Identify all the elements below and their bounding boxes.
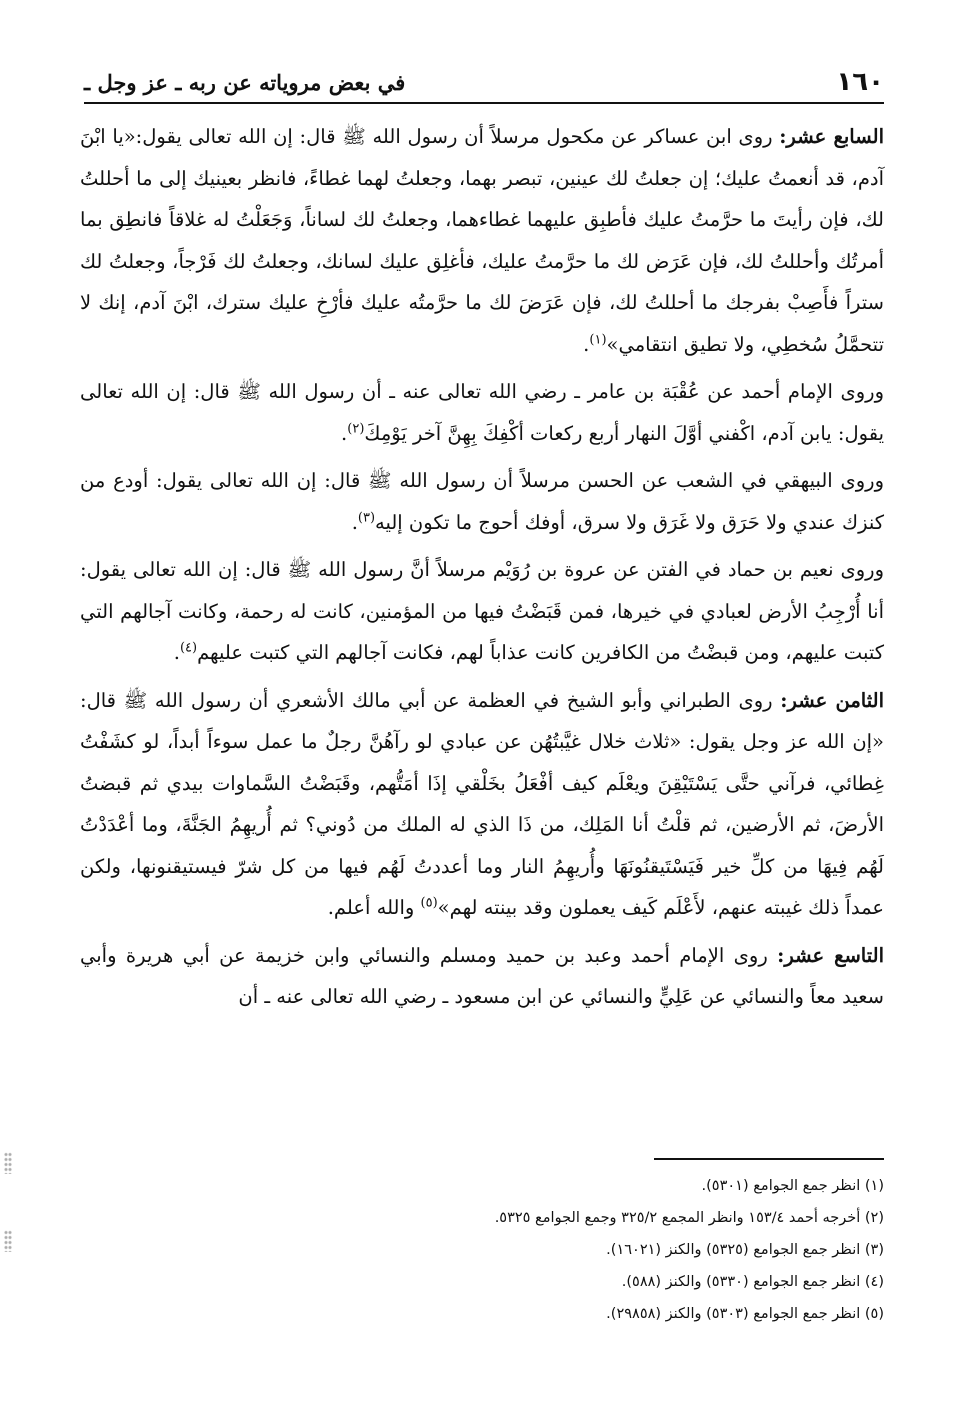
scan-speck: [4, 1152, 12, 1174]
paragraph-text: روى الإمام أحمد وعبد بن حميد ومسلم والنسائي وابن خزيمة عن أبي هريرة وأبي سعيد معاً والنسائي عن عَلِيٍّ والنسائي عن ابن مسعود ـ رضي الله تعالى عنه ـ أن: [80, 943, 884, 1008]
footnote-marker: (٣): [357, 510, 376, 525]
footnote-4: (٤) انظر جمع الجوامع (٥٣٣٠) والكنز (٥٨٨).: [621, 1274, 884, 1290]
paragraph-tail: .: [341, 421, 348, 445]
paragraph-text: روى ابن عساكر عن مكحول مرسلاً أن رسول الله ﷺ قال: إن الله تعالى يقول:«يا ابْنَ آدم، قد أنعمتُ عليك؛ إن جعلتُ لك عينين، تبصر بهما، وجعلتُ لهما غطاءً، فانظر بعينيك إلى ما أحللتُ لك، فإن رأيتَ ما حرَّمتُ عليك فأطبِق عليهما غطاءهما، وجعلتُ لك لساناً، وَجَعَلْتُ له غلاقاً فانطِق بما أمرتُك وأحللتُ لك، فإن عَرَض لك ما حرَّمتُ عليك، فأغلِق عليك لسانك، وجعلتُ لك فَرْجاً، وجعلتُ لك ستراً فأَصِبْ بفرجك ما أحللتُ لك، فإن عَرَضَ لك ما حرَّمتُه عليك فأرْخِ عليك سترك، ابْنَ آدم، إنك لا تتحمَّلُ سُخطِي، ولا تطيق انتقامي»: [80, 125, 884, 356]
paragraph-nuaym: [80, 549, 884, 674]
paragraph-18: [80, 680, 884, 929]
paragraph-tail: والله أعلم.: [327, 896, 421, 919]
body-text: [80, 116, 884, 1024]
scan-speck: [4, 1230, 12, 1252]
paragraph-17: [80, 116, 884, 365]
page-number: ١٦٠: [836, 67, 884, 97]
footnote-marker: (٤): [179, 640, 198, 656]
paragraph-19: [80, 935, 884, 1018]
paragraph-text: وروى الإمام أحمد عن عُقْبَة بن عامر ـ رضي الله تعالى عنه ـ أن رسول الله ﷺ قال: إن الله تعالى يقول: يابن آدم، اكْفني أوَّلَ النهار أربع ركعات أكْفِكَ بِهِنَّ آخر يَوْمِكَ: [80, 380, 884, 445]
running-head: [84, 62, 884, 104]
footnote-marker: (٢): [347, 421, 365, 436]
paragraph-text: روى الطبراني وأبو الشيخ في العظمة عن أبي مالك الأشعري أن رسول الله ﷺ قال: «إن الله عز وجل يقول: «ثلاث خلال غيَّبتُهُن عن عبادي لو رآهُنَّ رجلٌ ما عمل سوءاً أبداً، لو كشَفْتُ غِطائي، فرآني حتَّى يَسْتَيْقِنَ ويعْلَم كيف أفْعَلُ بخَلْقي إذَا أمَتُّهم، وقَبَضْتُ السَّماوات بيدي ثم قبضتُ الأرضَ، ثم الأرضين، ثم قلْتُ أنا المَلِك، من ذَا الذي له الملك من دُوني؟ ثم أُريهِمُ الجَنَّةَ، وما أعْدَدْتُ لَهُم فِيهَا من كلِّ خير فَيَسْتَيقنُونَهَا وأُريهِمُ النار وما أعددتُ لَهُم فيها من كل شرّ فيستيقنونها، ولكن عمداً ذلك غيبته عنهم، لأَعْلَم كَيف يعملون وقد بينته لهم»: [80, 688, 884, 919]
footnote-2: (٢) أخرجه أحمد ١٥٣/٤ وانظر المجمع ٣٢٥/٢ وجمع الجوامع ٥٣٢٥.: [494, 1210, 884, 1226]
footnotes: [84, 1170, 884, 1330]
paragraph-ahmad: [80, 371, 884, 454]
footnote-marker: (١): [589, 332, 607, 347]
section-lead: السابع عشر:: [779, 125, 885, 148]
section-lead: الثامن عشر:: [780, 688, 884, 712]
paragraph-tail: .: [351, 510, 358, 534]
paragraph-text: وروى البيهقي في الشعب عن الحسن مرسلاً أن رسول الله ﷺ قال: إن الله تعالى يقول: أودع من كنزك عندي ولا حَرَق ولا غَرَق ولا سرق، أوفك أحوج ما تكون إليه: [80, 469, 884, 534]
footnote-3: (٣) انظر جمع الجوامع (٥٣٢٥) والكنز (١٦٠٢١).: [606, 1242, 884, 1258]
paragraph-text: وروى نعيم بن حماد في الفتن عن عروة بن رُوَيْم مرسلاً أنَّ رسول الله ﷺ قال: إن الله تعالى يقول: أنا أُرْجِبُ الأرض لعبادي في خيرها، فمن قَبَضْتُ فيها من المؤمنين، كانت له رحمة، وكانت آجالهم التي كتبت عليهم، ومن قبضْتُ من الكافرين كانت عذاباً لهم، فكانت آجالهم التي كتبت عليهم: [80, 558, 884, 664]
paragraph-tail: .: [173, 641, 180, 664]
footnote-marker: (٥): [420, 895, 438, 911]
footnote-5: (٥) انظر جمع الجوامع (٥٣٠٣) والكنز (٢٩٨٥٨).: [606, 1306, 884, 1322]
paragraph-bayhaqi: [80, 460, 884, 543]
section-lead: التاسع عشر:: [777, 943, 884, 967]
footnote-1: (١) انظر جمع الجوامع (٥٣٠١).: [701, 1178, 884, 1194]
footnote-divider: [654, 1158, 884, 1160]
paragraph-tail: .: [583, 332, 590, 356]
running-title: في بعض مروياته عن ربه ـ عز وجل ـ: [84, 69, 406, 95]
